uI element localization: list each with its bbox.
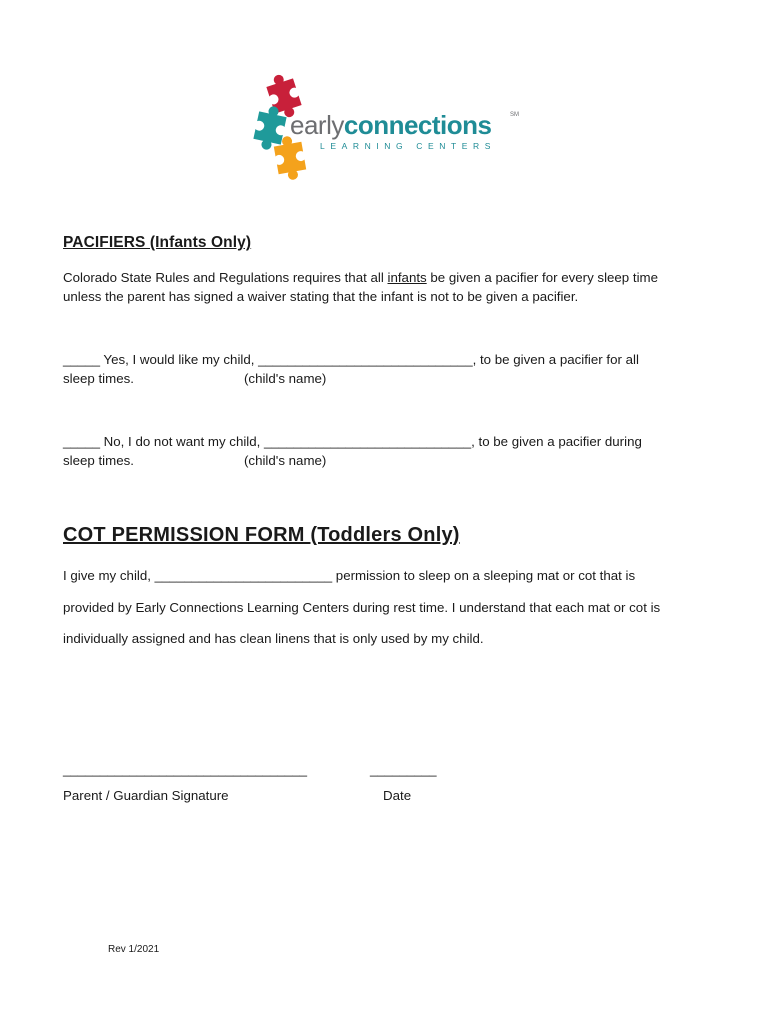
logo-service-mark: SM — [510, 112, 519, 118]
date-line[interactable]: _________ — [370, 762, 437, 777]
pacifier-yes-line2: sleep times. — [63, 371, 134, 386]
pacifiers-heading: PACIFIERS (Infants Only) — [63, 234, 252, 251]
pacifiers-intro-line2: unless the parent has signed a waiver stating that the infant is not to be given a pacifier. — [63, 289, 579, 304]
cot-line3: individually assigned and has clean linens that is only used by my child. — [63, 631, 484, 646]
pacifiers-intro-line1 — [63, 268, 658, 287]
pacifier-yes-name-hint: (child's name) — [244, 371, 327, 386]
logo-word-early: early — [290, 110, 344, 140]
pacifier-no-name-hint: (child's name) — [244, 453, 327, 468]
cot-heading: COT PERMISSION FORM (Toddlers Only) — [63, 524, 460, 546]
signature-label: Parent / Guardian Signature — [63, 788, 229, 803]
signature-line[interactable]: _________________________________ — [63, 762, 308, 777]
revision-note: Rev 1/2021 — [108, 944, 160, 955]
logo-subtitle: LEARNING CENTERS — [320, 141, 497, 151]
cot-line2: provided by Early Connections Learning Centers during rest time. I understand that each mat or cot is — [63, 600, 661, 615]
puzzle-logo-graphic — [248, 70, 528, 180]
company-logo — [248, 70, 528, 180]
pacifier-no-line2: sleep times. — [63, 453, 134, 468]
pacifiers-intro-text-b: be given a pacifier for every sleep time — [426, 270, 659, 285]
cot-line1[interactable]: I give my child, ________________________ permission to sleep on a sleeping mat or cot that is — [63, 568, 636, 583]
pacifier-no-option[interactable]: _____ No, I do not want my child, ____________________________, to be given a pacifier during — [63, 434, 642, 449]
pacifiers-intro-underlined-word: infants — [387, 270, 427, 285]
pacifier-yes-option[interactable]: _____ Yes, I would like my child, _____________________________, to be given a pacifier for all — [63, 352, 639, 367]
pacifiers-intro-text-a: Colorado State Rules and Regulations requires that all — [63, 270, 388, 285]
logo-word-connections: connections — [343, 110, 492, 140]
date-label: Date — [383, 788, 412, 803]
svg-text:earlyconnections — [290, 110, 492, 140]
